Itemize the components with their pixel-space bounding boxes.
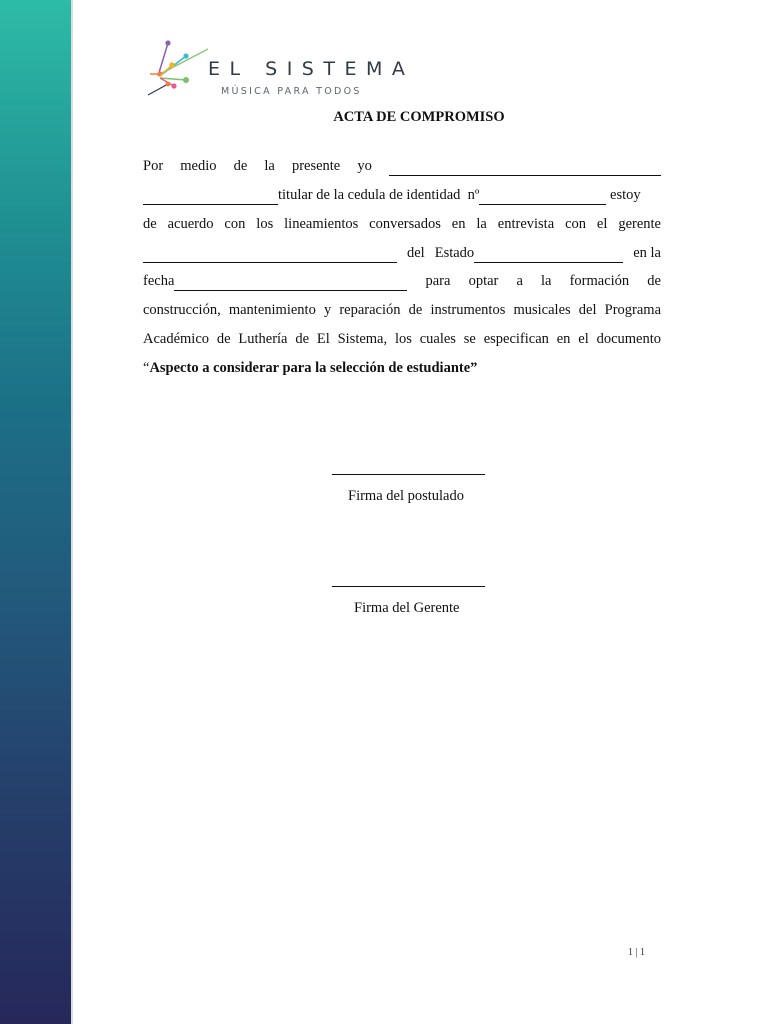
paragraph-line-8 xyxy=(143,358,661,378)
paragraph-line-5 xyxy=(143,271,661,291)
document-title: ACTA DE COMPROMISO xyxy=(333,109,505,125)
gerente-blank-field[interactable] xyxy=(143,248,397,263)
word: de xyxy=(233,158,248,174)
postulado-signature-line[interactable] xyxy=(332,474,485,475)
logo-subtitle: MÚSICA PARA TODOS xyxy=(221,86,362,97)
referenced-document-title: Aspecto a considerar para la selección de estudiante” xyxy=(149,360,478,376)
word: optar xyxy=(468,273,499,289)
gerente-signature-label: Firma del Gerente xyxy=(354,600,460,616)
word: de xyxy=(647,273,661,289)
paragraph-line-3: de acuerdo con los lineamientos conversados en la entrevista con el gerente xyxy=(143,216,661,232)
estoy-text: estoy xyxy=(606,187,641,203)
paragraph-line-2 xyxy=(143,185,661,205)
word: presente xyxy=(291,158,341,174)
logo-title: EL SISTEMA xyxy=(208,58,415,80)
id-text: titular de la cedula de identidad nº xyxy=(278,187,480,203)
estado-group xyxy=(435,243,623,263)
sidebar-edge xyxy=(71,0,73,1024)
word: Estado xyxy=(434,245,475,261)
id-number-blank-field[interactable] xyxy=(479,190,606,205)
name-continuation-blank[interactable] xyxy=(143,190,278,205)
paragraph-line-6: construcción, mantenimiento y reparación de instrumentos musicales del Programa xyxy=(143,302,661,318)
word: formación xyxy=(569,273,630,289)
paragraph-line-1 xyxy=(143,156,661,176)
name-blank-field[interactable] xyxy=(389,161,661,176)
word: medio xyxy=(180,158,217,174)
word: la xyxy=(541,273,552,289)
word: la xyxy=(264,158,275,174)
fecha-blank-field[interactable] xyxy=(174,276,407,291)
word: fecha xyxy=(143,273,175,289)
word: para xyxy=(425,273,451,289)
word: Por xyxy=(143,158,164,174)
fecha-group xyxy=(143,271,407,291)
el-sistema-logo xyxy=(146,38,415,100)
word: del xyxy=(407,245,425,261)
music-burst-icon xyxy=(146,38,208,100)
word: a xyxy=(516,273,523,289)
gerente-signature-line[interactable] xyxy=(332,586,485,587)
decorative-gradient-sidebar xyxy=(0,0,71,1024)
estado-blank-field[interactable] xyxy=(474,248,623,263)
paragraph-line-4 xyxy=(143,243,661,263)
page-number: 1 | 1 xyxy=(628,947,646,958)
word: en la xyxy=(633,245,661,261)
quote-open: “ xyxy=(143,360,150,376)
word: yo xyxy=(357,158,372,174)
postulado-signature-label: Firma del postulado xyxy=(348,488,464,504)
paragraph-line-7: Académico de Luthería de El Sistema, los cuales se especifican en el documento xyxy=(143,331,661,347)
